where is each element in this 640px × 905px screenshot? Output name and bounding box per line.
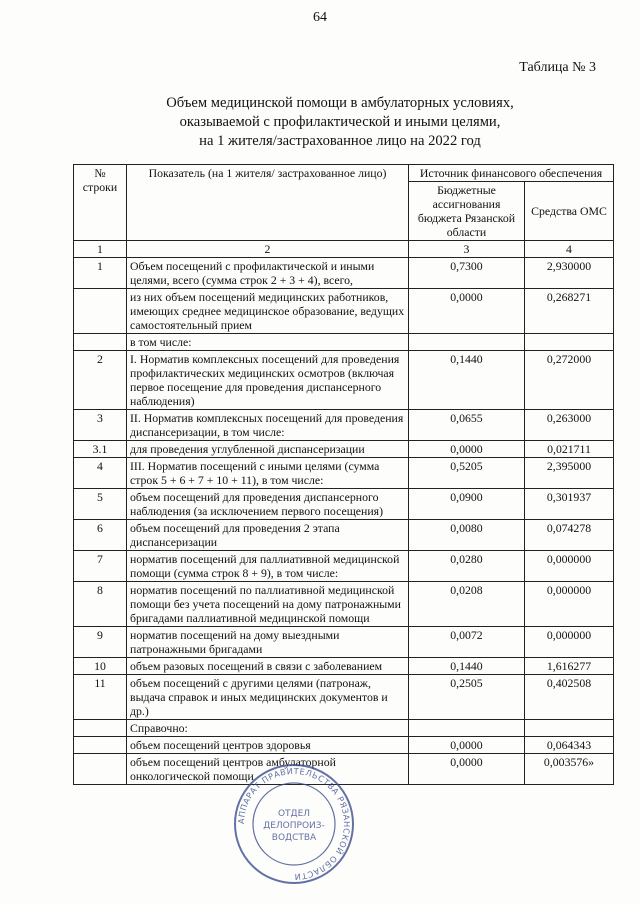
budget-value-cell: 0,0280 <box>409 551 525 582</box>
title-line: на 1 жителя/застрахованное лицо на 2022 год <box>199 133 481 149</box>
oms-value-cell: 0,074278 <box>525 520 614 551</box>
row-number-cell: 9 <box>74 627 127 658</box>
budget-value-cell: 0,1440 <box>409 351 525 410</box>
budget-value-cell: 0,0655 <box>409 410 525 441</box>
column-number: 3 <box>409 241 525 258</box>
seal-center-line: ОТДЕЛ <box>277 809 311 819</box>
oms-value-cell: 0,000000 <box>525 627 614 658</box>
table-row <box>74 737 614 754</box>
budget-value-cell <box>409 720 525 737</box>
budget-value-cell: 0,0000 <box>409 754 525 785</box>
seal-outer-text: АППАРАТ ПРАВИТЕЛЬСТВА РЯЗАНСКОЙ ОБЛАСТИ <box>235 765 353 883</box>
table-row <box>74 582 614 627</box>
budget-value-cell: 0,1440 <box>409 658 525 675</box>
budget-value-cell: 0,0000 <box>409 737 525 754</box>
column-number: 4 <box>525 241 614 258</box>
oms-value-cell: 1,616277 <box>525 658 614 675</box>
indicator-cell: I. Норматив комплексных посещений для проведения профилактических медицинских осмотров (включая первое посещение для проведения диспансерного наблюдения) <box>127 351 409 410</box>
header-indicator: Показатель (на 1 жителя/ застрахованное лицо) <box>127 165 409 241</box>
page-number: 64 <box>313 10 327 25</box>
indicator-cell: III. Норматив посещений с иными целями (сумма строк 5 + 6 + 7 + 10 + 11), в том числе: <box>127 458 409 489</box>
seal-center-line: ВОДСТВА <box>271 833 317 843</box>
table-row <box>74 410 614 441</box>
budget-value-cell: 0,0080 <box>409 520 525 551</box>
header-budget: Бюджетные ассигнования бюджета Рязанской области <box>409 182 525 241</box>
budget-value-cell: 0,7300 <box>409 258 525 289</box>
row-number-cell: 6 <box>74 520 127 551</box>
table-row <box>74 258 614 289</box>
table-row <box>74 675 614 720</box>
header-row-number: № строки <box>74 165 127 241</box>
row-number-cell: 2 <box>74 351 127 410</box>
table-row <box>74 627 614 658</box>
budget-value-cell: 0,5205 <box>409 458 525 489</box>
oms-value-cell: 2,395000 <box>525 458 614 489</box>
title-line: Объем медицинской помощи в амбулаторных условиях, <box>166 95 514 111</box>
indicator-cell: объем посещений центров здоровья <box>127 737 409 754</box>
row-number-cell <box>74 334 127 351</box>
table-row <box>74 334 614 351</box>
title-line: оказываемой с профилактической и иными целями, <box>179 114 501 130</box>
indicator-cell: объем посещений с другими целями (патронаж, выдача справок и иных медицинских документов и др.) <box>127 675 409 720</box>
table-body <box>74 258 614 785</box>
oms-value-cell: 0,272000 <box>525 351 614 410</box>
indicator-cell: в том числе: <box>127 334 409 351</box>
row-number-cell: 8 <box>74 582 127 627</box>
row-number-cell: 7 <box>74 551 127 582</box>
table-row <box>74 441 614 458</box>
oms-value-cell: 2,930000 <box>525 258 614 289</box>
budget-value-cell <box>409 334 525 351</box>
volume-table <box>73 164 614 785</box>
indicator-cell: для проведения углубленной диспансеризации <box>127 441 409 458</box>
table-row <box>74 658 614 675</box>
oms-value-cell: 0,402508 <box>525 675 614 720</box>
oms-value-cell: 0,064343 <box>525 737 614 754</box>
indicator-cell: II. Норматив комплексных посещений для проведения диспансеризации, в том числе: <box>127 410 409 441</box>
oms-value-cell: 0,263000 <box>525 410 614 441</box>
row-number-cell: 5 <box>74 489 127 520</box>
seal-center-line: ДЕЛОПРОИЗ- <box>263 821 325 831</box>
oms-value-cell: 0,003576» <box>525 754 614 785</box>
indicator-cell: объем разовых посещений в связи с заболеванием <box>127 658 409 675</box>
table-row <box>74 551 614 582</box>
budget-value-cell: 0,0072 <box>409 627 525 658</box>
table-row <box>74 458 614 489</box>
indicator-cell: Объем посещений с профилактической и иными целями, всего (сумма строк 2 + 3 + 4), всего, <box>127 258 409 289</box>
indicator-cell: объем посещений для проведения 2 этапа диспансеризации <box>127 520 409 551</box>
row-number-cell: 1 <box>74 258 127 289</box>
row-number-cell <box>74 754 127 785</box>
document-title <box>60 94 620 151</box>
indicator-cell: норматив посещений по паллиативной медицинской помощи без учета посещений на дому патронажными бригадами паллиативной медицинской помощи <box>127 582 409 627</box>
budget-value-cell: 0,0000 <box>409 289 525 334</box>
indicator-cell: объем посещений центров амбулаторной онкологической помощи <box>127 754 409 785</box>
row-number-cell <box>74 720 127 737</box>
indicator-cell: Справочно: <box>127 720 409 737</box>
row-number-cell <box>74 289 127 334</box>
row-number-cell <box>74 737 127 754</box>
budget-value-cell: 0,0900 <box>409 489 525 520</box>
oms-value-cell: 0,000000 <box>525 551 614 582</box>
oms-value-cell: 0,000000 <box>525 582 614 627</box>
row-number-cell: 4 <box>74 458 127 489</box>
oms-value-cell: 0,268271 <box>525 289 614 334</box>
row-number-cell: 11 <box>74 675 127 720</box>
indicator-cell: из них объем посещений медицинских работников, имеющих среднее медицинское образование, ведущих самостоятельный прием <box>127 289 409 334</box>
indicator-cell: норматив посещений на дому выездными патронажными бригадами <box>127 627 409 658</box>
budget-value-cell: 0,0208 <box>409 582 525 627</box>
row-number-cell: 10 <box>74 658 127 675</box>
oms-value-cell: 0,301937 <box>525 489 614 520</box>
oms-value-cell <box>525 334 614 351</box>
indicator-cell: норматив посещений для паллиативной медицинской помощи (сумма строк 8 + 9), в том числе: <box>127 551 409 582</box>
table-row <box>74 754 614 785</box>
oms-value-cell: 0,021711 <box>525 441 614 458</box>
budget-value-cell: 0,0000 <box>409 441 525 458</box>
table-row <box>74 489 614 520</box>
table-row <box>74 720 614 737</box>
table-row <box>74 520 614 551</box>
indicator-cell: объем посещений для проведения диспансерного наблюдения (за исключением первого посещения) <box>127 489 409 520</box>
column-number: 1 <box>74 241 127 258</box>
table-row <box>74 289 614 334</box>
row-number-cell: 3.1 <box>74 441 127 458</box>
header-funding-source: Источник финансового обеспечения <box>409 165 614 182</box>
table-caption: Таблица № 3 <box>519 60 596 75</box>
oms-value-cell <box>525 720 614 737</box>
row-number-cell: 3 <box>74 410 127 441</box>
budget-value-cell: 0,2505 <box>409 675 525 720</box>
column-number: 2 <box>127 241 409 258</box>
header-oms: Средства ОМС <box>525 182 614 241</box>
table-row <box>74 351 614 410</box>
